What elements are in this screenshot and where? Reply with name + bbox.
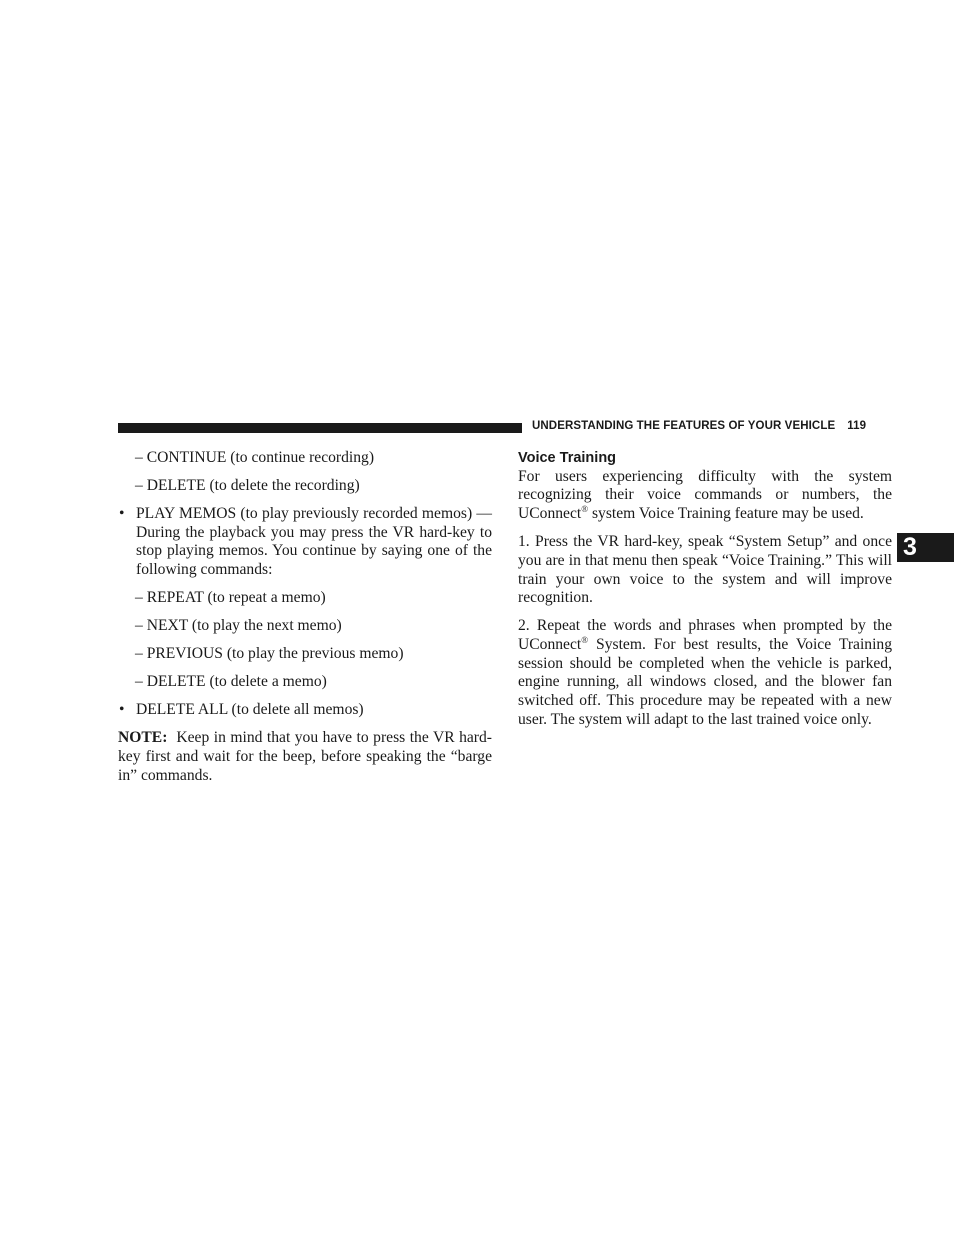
note-paragraph (118, 729, 492, 785)
right-column (518, 449, 892, 739)
step-2-text-end: System. For best results, the Voice Training session should be completed when the vehicle is parked, engine running, all windows closed, and the blower fan switched off. This procedure may be repeated with a new user. The system will adapt to the last trained voice only. (518, 635, 892, 728)
running-header (532, 420, 892, 432)
list-item: – PREVIOUS (to play the previous memo) (135, 645, 404, 663)
bullet-text: PLAY MEMOS (to play previously recorded memos) — During the playback you may press the VR hard-key to stop playing memos. You continue by saying one of the following commands: (136, 505, 492, 579)
step-1-paragraph: 1. Press the VR hard-key, speak “System Setup” and once you are in that menu then speak “Voice Training.” This will train your own voice to the system and will improve recognition. (518, 533, 892, 607)
bullet-icon: • (119, 505, 125, 522)
header-title: UNDERSTANDING THE FEATURES OF YOUR VEHICLE (532, 420, 836, 432)
registered-mark: ® (581, 503, 589, 514)
bullet-text: DELETE ALL (to delete all memos) (136, 701, 364, 719)
chapter-tab: 3 (897, 533, 954, 562)
step-2-text-start: 2. Repeat the words and phrases when prompted by the UConnect (518, 617, 892, 653)
list-item: – CONTINUE (to continue recording) (135, 449, 375, 466)
bullet-item-delete-all (118, 701, 492, 720)
header-rule (118, 423, 522, 433)
intro-paragraph (518, 468, 892, 524)
list-item: – NEXT (to play the next memo) (135, 617, 342, 635)
intro-text-end: system Voice Training feature may be used. (588, 505, 864, 523)
bullet-item-play-memos (118, 505, 492, 580)
list-item: – REPEAT (to repeat a memo) (135, 589, 326, 607)
left-column (118, 449, 492, 795)
page-number: 119 (847, 420, 867, 432)
note-label: NOTE: (118, 729, 168, 747)
intro-text-start: For users experiencing difficulty with the system recognizing their voice commands or numbers, the UConnect (518, 467, 892, 523)
list-item: – DELETE (to delete the recording) (135, 477, 360, 494)
section-heading: Voice Training (518, 450, 617, 466)
bullet-icon: • (119, 701, 125, 719)
note-text: Keep in mind that you have to press the VR hard-key first and wait for the beep, before speaking the “barge in” commands. (118, 729, 492, 784)
registered-mark: ® (581, 634, 589, 645)
step-2-paragraph (518, 617, 892, 729)
list-item: – DELETE (to delete a memo) (135, 673, 327, 691)
